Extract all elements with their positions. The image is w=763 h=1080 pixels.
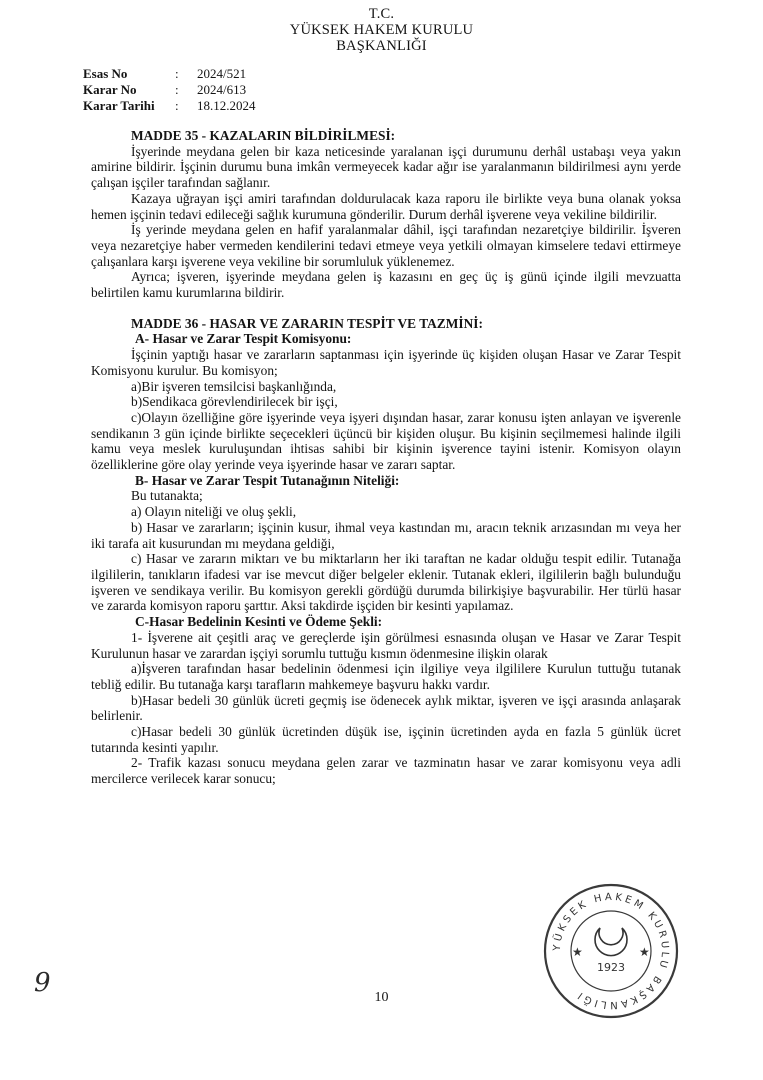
article-36-title: MADDE 36 - HASAR VE ZARARIN TESPİT VE TAZMİNİ:: [131, 315, 483, 331]
case-info-colon: :: [175, 98, 179, 113]
paragraph: İş yerinde meydana gelen en hafif yaralanmalar dâhil, işçi tarafından nezaretçiye bildirilir. İşveren veya nezaretçiye haber vermeden kendilerini tedavi etmeye veya yetkili olmayan kimselere tedavi ettirmeye çalışanlara karşı işverene veya vekiline bir sorumluluk yüklenemez.: [91, 222, 681, 269]
list-item: b)Hasar bedeli 30 günlük ücreti geçmiş ise ödenecek aylık miktar, işveren ve işçi arasında anlaşarak belirlenir.: [91, 692, 681, 724]
case-info-row: [83, 82, 256, 98]
case-info-row: [83, 98, 256, 114]
star-icon: ★: [572, 945, 583, 959]
paragraph: Kazaya uğrayan işçi amiri tarafından doldurulacak kaza raporu ile birlikte veya buna olanak yoksa hemen işçinin tedavi edileceği sağlık kurumuna gönderilir. Durum derhâl işverene veya vekiline bildirilir.: [91, 190, 681, 222]
header-line-presidency: BAŞKANLIĞI: [336, 38, 427, 54]
list-item: a)Bir işveren temsilcisi başkanlığında,: [131, 378, 337, 394]
paragraph: 2- Trafik kazası sonucu meydana gelen zarar ve tazminatın hasar ve zarar komisyonu veya adli mercilerce verilecek karar sonucu;: [91, 755, 681, 787]
case-info-label: Esas No: [83, 66, 128, 81]
case-info-value: 2024/521: [197, 66, 247, 81]
header-line-institution: YÜKSEK HAKEM KURULU: [289, 22, 474, 38]
crescent-icon: [595, 928, 627, 956]
section-b-title: B- Hasar ve Zarar Tespit Tutanağının Niteliği:: [135, 472, 400, 488]
spacer: [91, 301, 681, 316]
list-item: c)Olayın özelliğine göre işyerinde veya işyeri dışından hasar, zarar konusu işten anlayan ve işverenle sendikanın 3 gün içinde birlikte seçecekleri üçüncü bir kişiden oluşur. Bu kişinin seçilmemesi halinde ilgili kamu veya meslek kuruluşundan ihtisas sahibi bir kişinin işverence tayini istenir. Komisyon olayın özelliklerine göre olay yerinde veya işyerinde hasar ve zararı saptar.: [91, 409, 681, 473]
list-item: a)İşveren tarafından hasar bedelinin ödenmesi için ilgiliye veya ilgililere Kurulun tuttuğu tutanak tebliğ edilir. Bu tutanağa karşı tarafların mahkemeye başvuru hakkı vardır.: [91, 661, 681, 692]
case-info-table: [83, 66, 256, 114]
section-c-title: C-Hasar Bedelinin Kesinti ve Ödeme Şekli:: [135, 614, 383, 630]
case-info-label: Karar Tarihi: [83, 98, 155, 113]
case-info-value: 2024/613: [197, 82, 247, 97]
paragraph: İşçinin yaptığı hasar ve zararların saptanması için işyerinde üç kişiden oluşan Hasar ve Zarar Tespit Komisyonu kurulur. Bu komisyon;: [91, 347, 681, 378]
article-35-title: MADDE 35 - KAZALARIN BİLDİRİLMESİ:: [131, 128, 396, 143]
header-line-tc: T.C.: [368, 6, 395, 22]
paragraph: Ayrıca; işveren, işyerinde meydana gelen iş kazasını en geç üç iş günü içinde ilgili mevzuatta belirtilen kamu kurumlarına bildirir.: [91, 269, 681, 301]
document-header: [0, 6, 763, 54]
case-info-colon: :: [175, 82, 179, 97]
seal-ring-text: YÜKSEK HAKEM KURULU BAŞKANLIĞI: [551, 891, 671, 1011]
case-info-label: Karar No: [83, 82, 137, 97]
handwritten-mark-text: 9: [34, 968, 51, 998]
star-icon: ★: [639, 945, 650, 959]
document-body: [91, 128, 681, 787]
section-a-title: A- Hasar ve Zarar Tespit Komisyonu:: [135, 331, 352, 347]
paragraph: İşyerinde meydana gelen bir kaza neticesinde yaralanan işçi durumunu derhâl ustabaşı veya yakın amirine bildirir. İşçinin durumu buna imkân vermeyecek kadar ağır ise yaralanmanın bildirilmesi aynı yerde çalışan işçiler tarafından sağlanır.: [91, 143, 681, 191]
paragraph: Bu tutanakta;: [131, 488, 203, 504]
seal-year: 1923: [597, 961, 625, 974]
page-number: 10: [374, 990, 389, 1005]
case-info-row: [83, 66, 256, 82]
case-info-colon: :: [175, 66, 179, 81]
case-info-value: 18.12.2024: [197, 98, 256, 113]
list-item: b) Hasar ve zararların; işçinin kusur, ihmal veya kastından mı, aracın teknik arızasından mı veya her iki tarafa ait kusurundan mı meydana geldiği,: [91, 519, 681, 551]
list-item: b)Sendikaca görevlendirilecek bir işçi,: [131, 394, 338, 410]
paragraph: 1- İşverene ait çeşitli araç ve gereçlerde işin görülmesi esnasında oluşan ve Hasar ve Zarar Tespit Kurulunun hasar ve zarardan işçiyi sorumlu tuttuğu kısmın ödenmesine ilişkin olarak: [91, 629, 681, 661]
list-item: a) Olayın niteliği ve oluş şekli,: [131, 504, 297, 520]
list-item: c)Hasar bedeli 30 günlük ücretinden düşük ise, işçinin ücretinden ayda en fazla 5 günlük ücret tutarında kesinti yapılır.: [91, 724, 681, 755]
list-item: c) Hasar ve zararın miktarı ve bu miktarların her iki taraftan ne kadar olduğu tespit edilir. Tutanağa ilgililerin, tanıkların ifadesi var ise mevcut diğer belgeler eklenir. Tutanak ekleri, ilgililerin bağlı bulunduğu işveren ve sendikaya verilir. Bu komisyon gerekli gördüğü durumda bilirkişiye başvurabilir. Her türlü hasar ve zararda komisyon raporu şarttır. Aksi takdirde işçiden bir kesinti yapılamaz.: [91, 551, 681, 614]
